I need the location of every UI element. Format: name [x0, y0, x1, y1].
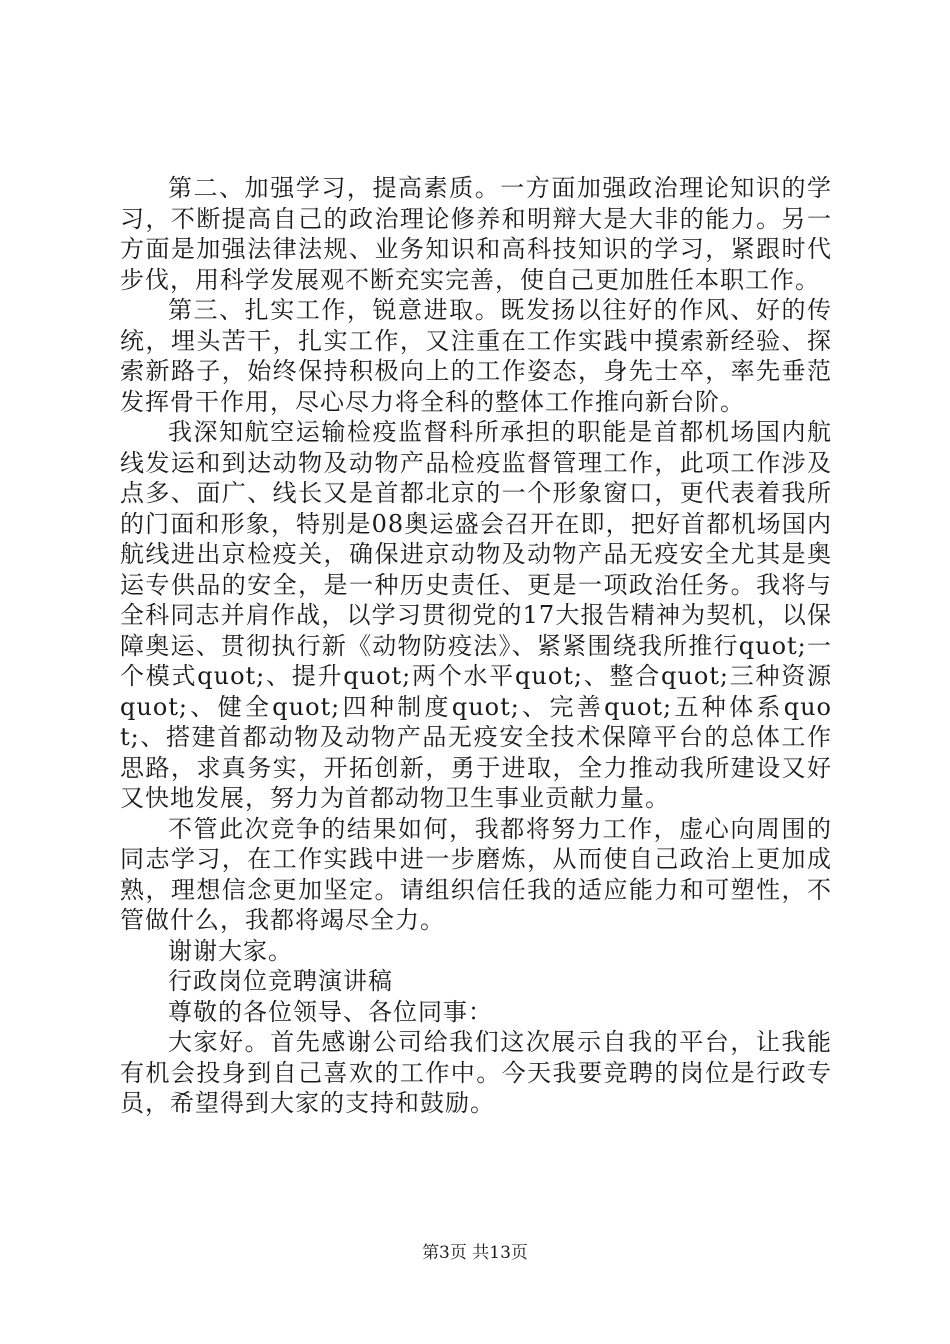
- paragraph-thanks: 谢谢大家。: [168, 936, 293, 965]
- paragraph-intro: 大家好。首先感谢公司给我们这次展示自我的平台，让我能有机会投身到自己喜欢的工作中。今天我要竞聘的岗位是行政专员，希望得到大家的支持和鼓励。: [120, 1028, 832, 1117]
- paragraph-work: 第三、扎实工作，锐意进取。既发扬以往好的作风、好的传统，埋头苦干，扎实工作，又注重在工作实践中摸索新经验、探索新路子，始终保持积极向上的工作姿态，身先士卒，率先垂范发挥骨干作用，尽心尽力将全科的整体工作推向新台阶。: [120, 296, 832, 416]
- section-title: 行政岗位竞聘演讲稿: [168, 967, 393, 995]
- page-number: 第3页 共13页: [422, 1243, 528, 1263]
- paragraph-duties: 我深知航空运输检疫监督科所承担的职能是首都机场国内航线发运和到达动物及动物产品检疫监督管理工作，此项工作涉及点多、面广、线长又是首都北京的一个形象窗口，更代表着我所的门面和形象，特别是08奥运盛会召开在即，把好首都机场国内航线进出京检疫关，确保进京动物及动物产品无疫安全尤其是奥运专供品的安全，是一种历史责任、更是一项政治任务。我将与全科同志并肩作战，以学习贯彻党的17大报告精神为契机，以保障奥运、贯彻执行新《动物防疫法》、紧紧围绕我所推行quot;一个模式quot;、提升quot;两个水平quot;、整合quot;三种资源quot;、健全quot;四种制度quot;、完善quot;五种体系quot;、搭建首都动物及动物产品无疫安全技术保障平台的总体工作思路，求真务实，开拓创新，勇于进取，全力推动我所建设又好又快地发展，努力为首都动物卫生事业贡献力量。: [120, 418, 832, 812]
- paragraph-study: 第二、加强学习，提高素质。一方面加强政治理论知识的学习，不断提高自己的政治理论修养和明辩大是大非的能力。另一方面是加强法律法规、业务知识和高科技知识的学习，紧跟时代步伐，用科学发展观不断充实完善，使自己更加胜任本职工作。: [120, 174, 832, 294]
- document-body: [120, 173, 832, 1119]
- paragraph-outcome: 不管此次竞争的结果如何，我都将努力工作，虚心向周围的同志学习，在工作实践中进一步磨炼，从而使自己政治上更加成熟，理想信念更加坚定。请组织信任我的适应能力和可塑性，不管做什么，我都将竭尽全力。: [120, 814, 832, 934]
- greeting: 尊敬的各位领导、各位同事：: [168, 997, 493, 1026]
